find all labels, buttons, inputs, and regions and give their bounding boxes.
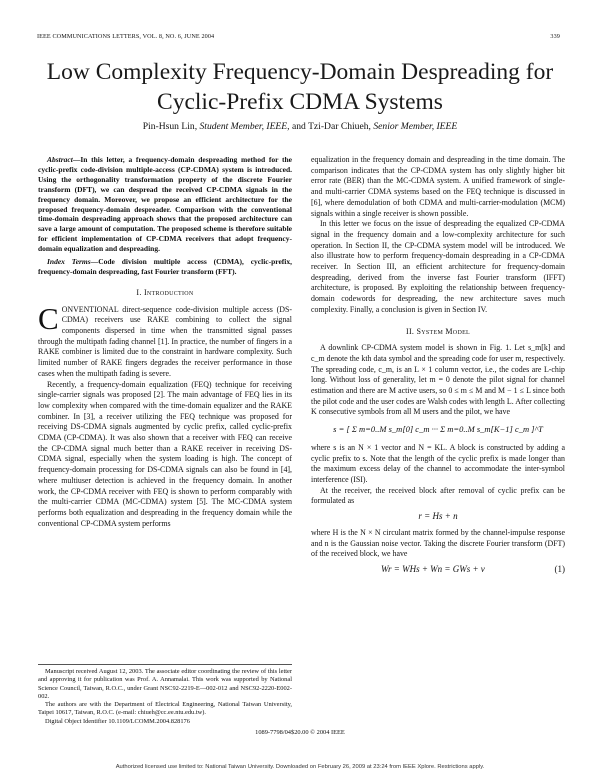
author-2-role: Senior Member, IEEE: [373, 121, 458, 132]
intro-paragraph-4: In this letter we focus on the issue of despreading the equalized CP-CDMA signal in the frequency domain and a low-complexity architecture for such operation. In Section II, the CP-CDMA system model will be introduced. We also illustrate how to perform frequency-domain despreading in a CP-CDMA receiver. In Section III, an efficient architecture for frequency-domain despreading, derived from the inverse fast Fourier transform (IFFT) architecture, is proposed. By exploiting the relationship between frequency-domain codewords for despreading, the new architecture saves much complexity. Finally, a conclusion is given in Section IV.: [311, 219, 565, 314]
equation-1: [311, 564, 565, 575]
index-terms-text: —Code division multiple access (CDMA), cyclic-prefix, frequency-domain despreading, fast Fourier transform (FFT).: [38, 257, 293, 276]
drop-cap: C: [38, 300, 59, 336]
author-line: [20, 121, 580, 132]
left-column: [38, 155, 292, 529]
issn-line: 1089-7798/04$20.00 © 2004 IEEE: [255, 729, 345, 736]
equation-1-number: (1): [554, 563, 565, 574]
system-model-paragraph-4: where H is the N × N circulant matrix formed by the channel-impulse response and n is the Gaussian noise vector. Taking the discrete Fourier transform (DFT) of the received block, we have: [311, 527, 565, 559]
footnote: [38, 664, 292, 726]
abstract-label: Abstract: [47, 155, 73, 164]
system-model-paragraph-2: where s is an N × 1 vector and N = KL. A block is constructed by adding a cyclic prefix to s. Note that the length of the cyclic prefix is made longer than the maximum excess delay of the channel to accommodate the inter-symbol interference (ISI).: [311, 442, 565, 484]
license-notice: Authorized licensed use limited to: National Taiwan University. Downloaded on February 26, 2009 at 23:24 from IEEE Xplore. Restrictions apply.: [115, 764, 485, 770]
page-number: 339: [550, 33, 560, 40]
author-1-name: Pin-Hsun Lin,: [142, 121, 198, 132]
system-model-paragraph-1: A downlink CP-CDMA system model is shown in Fig. 1. Let s_m[k] and c_m denote the kth data symbol and the spreading code for user m, respectively. The spreading code, c_m, is an L × 1 column vector, i.e., the codes are L-chip long. Without loss of generality, let m = 0 denote the pilot signal for channel estimation and there are M active users, so 0 ≤ m ≤ M and M − 1 ≤ L since both the pilot code and the user codes are Walsh codes with length L. After collecting K consecutive symbols from all M users and the pilot, we have: [311, 343, 565, 417]
section-heading-system-model: II. System Model: [405, 326, 471, 336]
equation-1-body: Wr = WHs + Wn = GWs + ν: [381, 563, 485, 574]
paper-title: Low Complexity Frequency-Domain Despreading for Cyclic-Prefix CDMA Systems: [46, 59, 554, 115]
author-conjunction: and: [291, 121, 306, 132]
footnote-doi: Digital Object Identifier 10.1109/LCOMM.2004.828176: [45, 717, 190, 725]
index-terms: [38, 257, 292, 277]
intro-paragraph-3: equalization in the frequency domain and despreading in the time domain. The comparison indicates that the CP-CDMA system has only slightly higher bit error rate (BER) than the MC-CDMA system. A unified framework of single- and multi-carrier CDMA systems based on the FEQ technique is discussed in [6], where demodulation of both CDMA and multi-carrier-modulation (MCM) signals within a single receiver is shown possible.: [311, 155, 565, 218]
footnote-manuscript: Manuscript received August 12, 2003. The associate editor coordinating the review of this letter and approving it for publication was Prof. A. Annamalai. This work was supported by National Science Council, Taiwan, R.O.C., under Grant NSC92-2219-E—002-012 and NSC92-2220-E002-002.: [38, 668, 292, 700]
intro-paragraph-1-text: ONVENTIONAL direct-sequence code-division multiple access (DS-CDMA) receivers use RAKE combining to collect the signal components dispersed in time when the transmitted signal passes through the multipath fading channel [1]. In practice, the number of fingers in a RAKE combiner is limited due to the constraint in hardware complexity. Such limited number of RAKE fingers degrades the receiver performance in those cases when the multipath fading is severe.: [38, 304, 292, 378]
equation-r: r = Hs + n: [418, 511, 458, 522]
right-column: [311, 155, 565, 577]
abstract: [38, 155, 292, 254]
intro-paragraph-2: Recently, a frequency-domain equalization (FEQ) technique for receiving single-carrier signals was proposed [2]. The main advantage of FEQ lies in its low complexity when compared with the time-domain equalizer and the RAKE combiner. In [3], a receiver utilizing the FEQ technique was proposed for receiving DS-CDMA signals augmented by cyclic prefix, called cyclic-prefix CDMA (CP-CDMA). It was also shown that a receiver with FEQ can receive the CP-CDMA signal much better than a RAKE receiver in receiving DS-CDMA signal, especially when the system loading is high. The concept of frequency-domain processing for DS-CDMA signals can also be found in [4], where multiuser detection is achieved in the frequency domain. In another work, the CP-CDMA receiver with FEQ is shown to perform comparably with the multi-carrier CDMA (MC-CDMA) system [5]. The MC-CDMA system performs both equalization and despreading in the frequency domain while the conventional CP-CDMA system performs: [38, 379, 292, 528]
section-heading-introduction: I. Introduction: [136, 287, 194, 297]
author-1-role: Student Member, IEEE,: [199, 121, 290, 132]
equation-s: s = [ Σ m=0..M s_m[0] c_m ··· Σ m=0..M s_m[K−1] c_m ]^T: [333, 424, 543, 435]
index-terms-label: Index Terms: [47, 257, 91, 267]
intro-paragraph-1: [38, 300, 292, 380]
system-model-paragraph-3: At the receiver, the received block after removal of cyclic prefix can be formulated as: [311, 485, 565, 506]
abstract-text: —In this letter, a frequency-domain despreading method for the cyclic-prefix code-division multiple-access (CP-CDMA) system is introduced. Using the orthogonality transformation property of the discrete Fourier transform (DFT), we can despread the received CP-CDMA signals in the frequency domain. Moreover, we propose an efficient architecture for the proposed frequency-domain despreader. Comparison with the conventional time-domain despreading approach shows that the proposed architecture can save a large amount of computation. The proposed scheme is therefore suitable for efficient implementation of CP-CDMA receivers that adopt frequency-domain equalization and despreading.: [38, 155, 292, 254]
running-header: IEEE COMMUNICATIONS LETTERS, VOL. 8, NO. 6, JUNE 2004: [37, 33, 215, 40]
footnote-affiliation: The authors are with the Department of Electrical Engineering, National Taiwan University, Taipei 10617, Taiwan, R.O.C. (e-mail: chiueh@cc.ee.ntu.edu.tw).: [38, 701, 292, 717]
author-2-name: Tzi-Dar Chiueh,: [308, 121, 371, 132]
